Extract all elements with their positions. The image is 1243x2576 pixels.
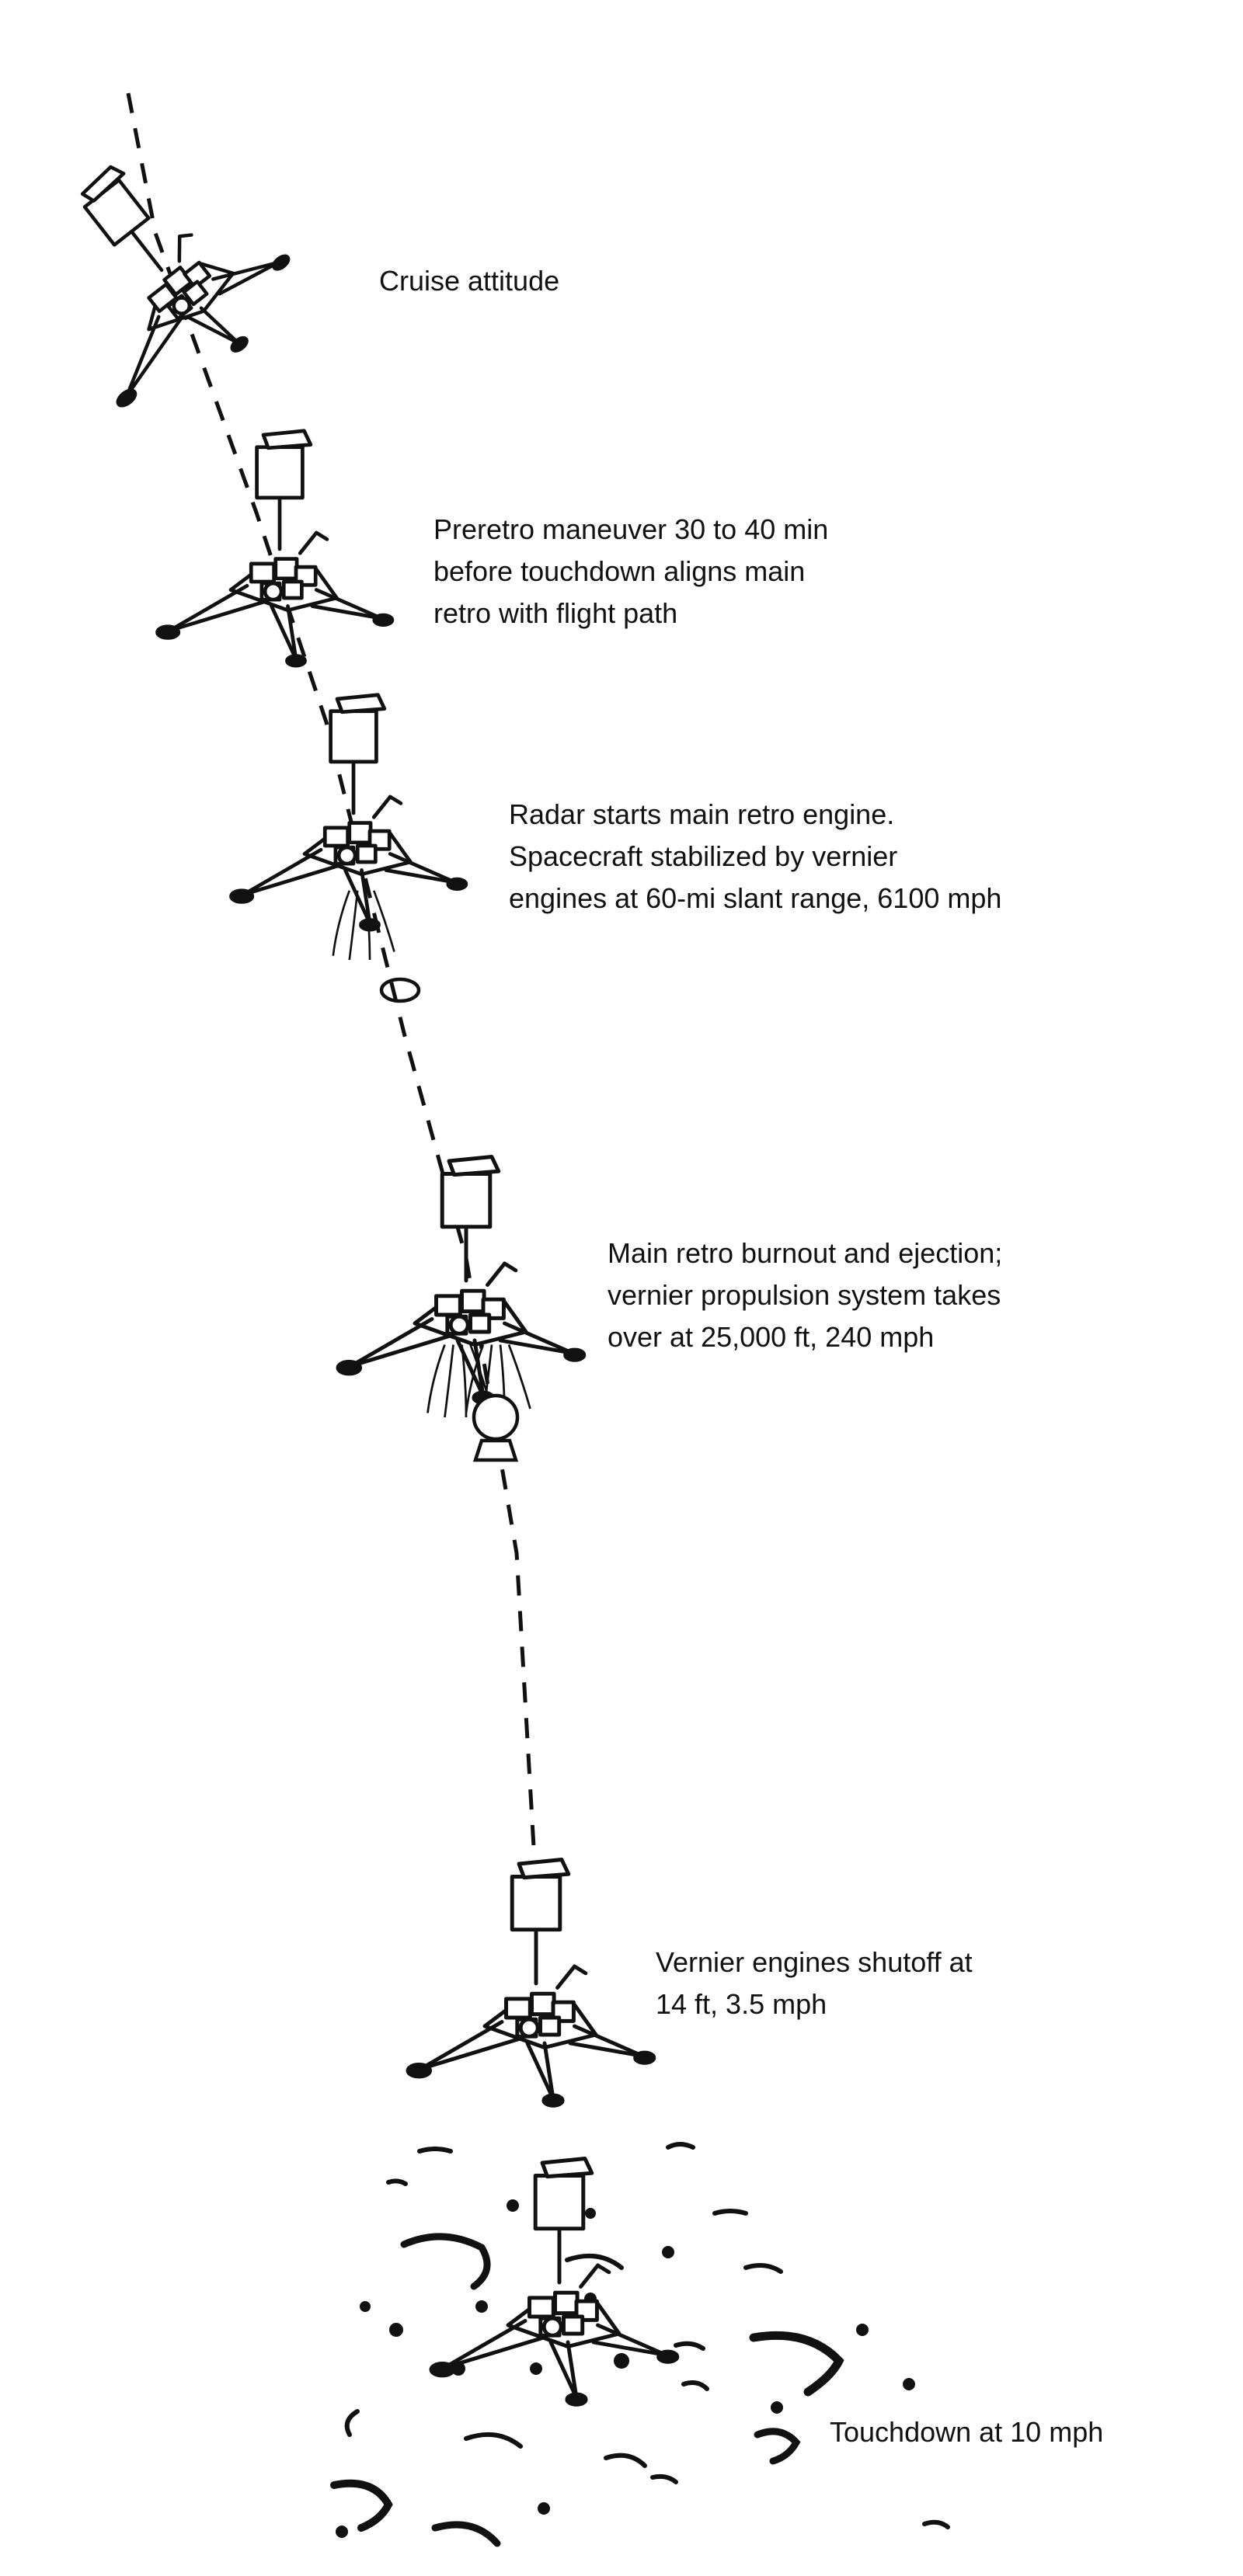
label-line: Vernier engines shutoff at [656,1946,973,1978]
label-cruise-attitude [379,260,559,302]
label-retro-burnout [608,1232,1002,1358]
lander-retro-firing [232,695,466,960]
label-line: before touchdown aligns main [433,555,806,587]
label-line: Cruise attitude [379,265,560,297]
label-line: vernier propulsion system takes [608,1279,1001,1311]
label-line: retro with flight path [433,597,678,629]
label-line: 14 ft, 3.5 mph [656,1988,827,2020]
lander-vernier-shutoff [408,1860,654,2106]
label-line: Spacecraft stabilized by vernier [509,840,898,872]
lander-retro-burnout [338,1157,584,1418]
label-radar-retro-start [509,794,1001,920]
label-vernier-shutoff [656,1942,973,2025]
lander-touchdown [431,2159,677,2405]
lander-cruise-attitude [1,115,315,429]
ejected-retro-motor [474,1396,517,1460]
label-preretro-maneuver [433,509,828,634]
label-line: Main retro burnout and ejection; [608,1237,1003,1269]
label-line: over at 25,000 ft, 240 mph [608,1321,935,1353]
ejected-retro-ring [381,979,419,1001]
trajectory-path [128,93,536,1887]
label-line: Radar starts main retro engine. [509,798,895,830]
label-line: engines at 60-mi slant range, 6100 mph [509,882,1002,914]
lander-preretro [158,431,392,666]
label-touchdown [830,2411,1103,2453]
label-line: Touchdown at 10 mph [830,2416,1104,2448]
label-line: Preretro maneuver 30 to 40 min [433,513,829,545]
